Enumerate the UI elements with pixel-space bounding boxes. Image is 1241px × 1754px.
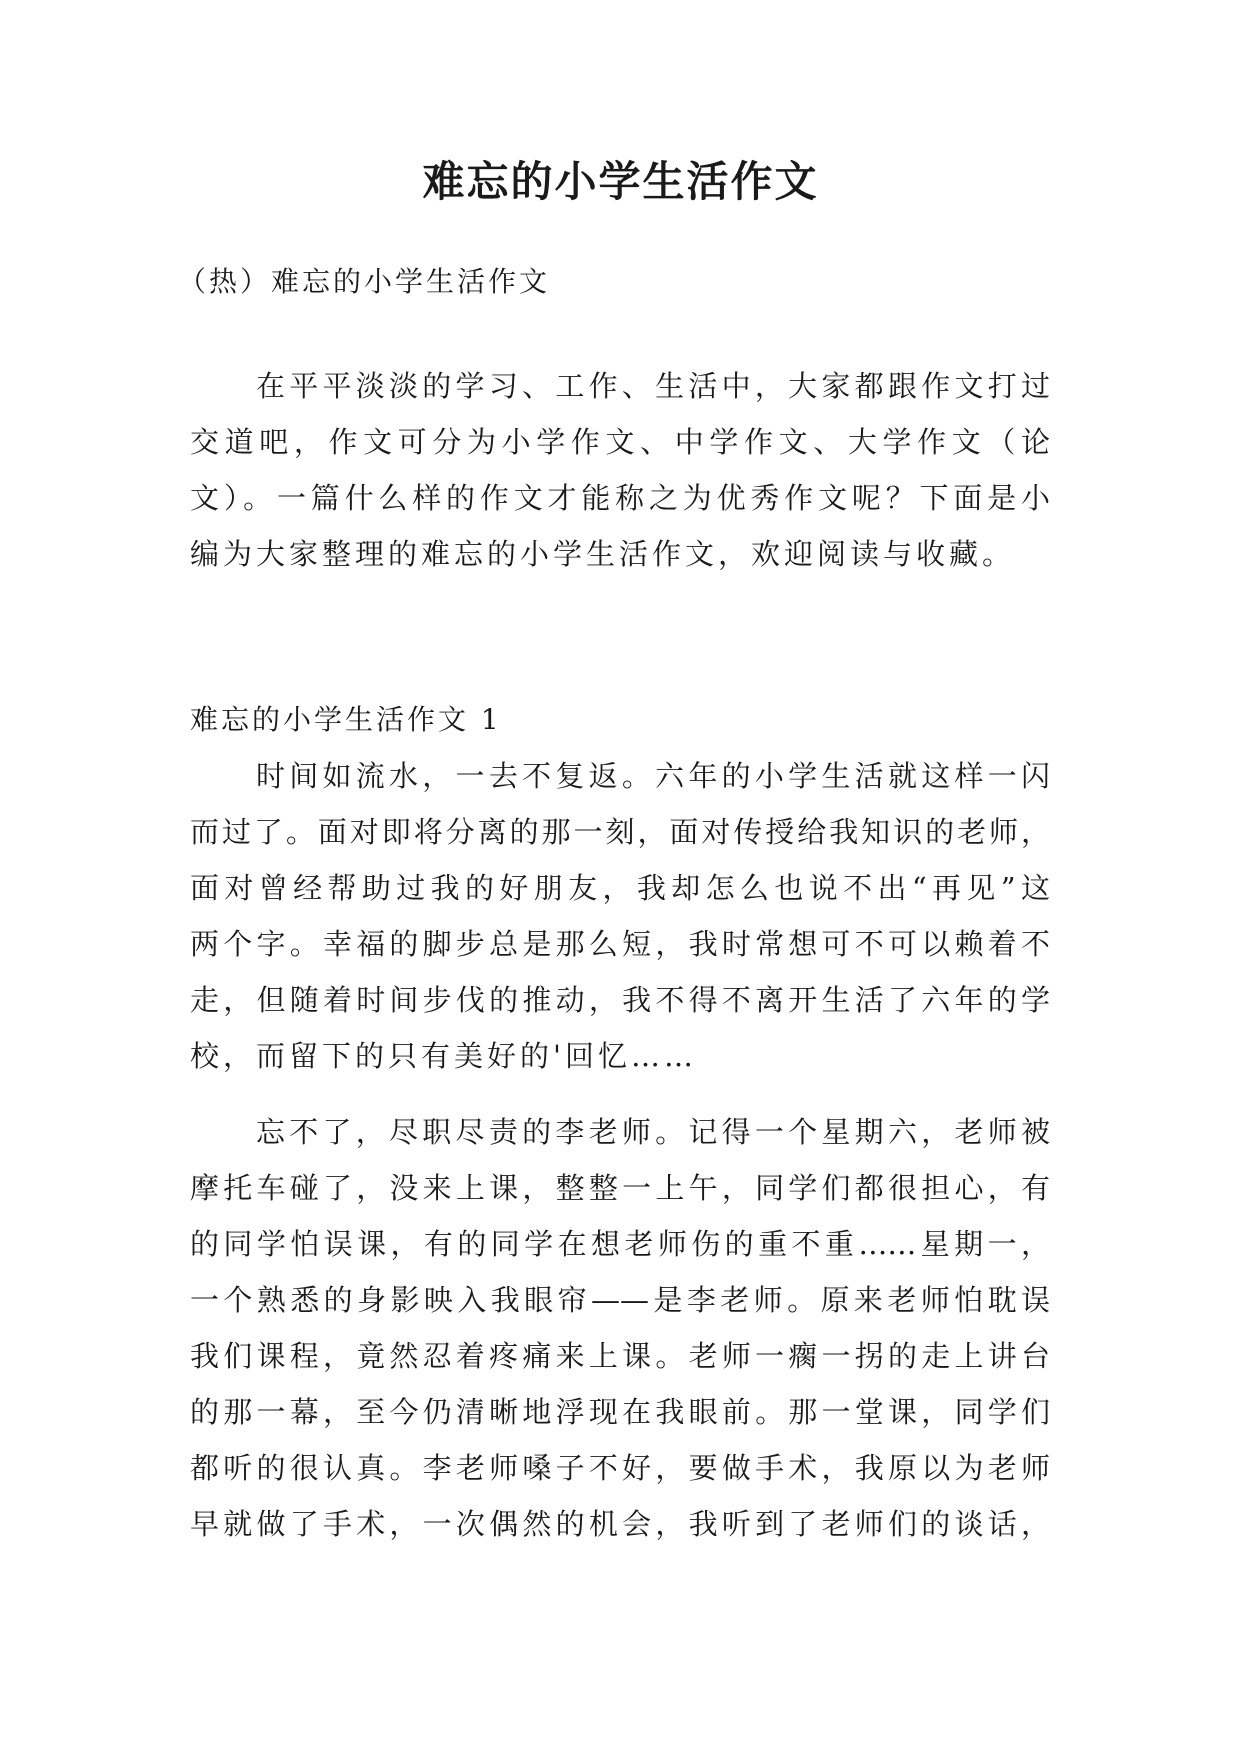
paragraph-line: 的同学怕误课，有的同学在想老师伤的重不重……星期一， <box>190 1227 1050 1261</box>
intro-line: 文）。一篇什么样的作文才能称之为优秀作文呢？下面是小 <box>190 481 1050 515</box>
paragraph-line: 早就做了手术，一次偶然的机会，我听到了老师们的谈话， <box>190 1507 1050 1541</box>
paragraph-line: 面对曾经帮助过我的好朋友，我却怎么也说不出“再见”这 <box>190 871 1050 905</box>
intro-line: 编为大家整理的难忘的小学生活作文，欢迎阅读与收藏。 <box>190 537 1016 571</box>
paragraph-line: 校，而留下的只有美好的'回忆…… <box>190 1039 697 1073</box>
paragraph-line: 两个字。幸福的脚步总是那么短，我时常想可不可以赖着不 <box>190 927 1050 961</box>
paragraph-line: 时间如流水，一去不复返。六年的小学生活就这样一闪 <box>256 759 1050 793</box>
intro-line: 交道吧，作文可分为小学作文、中学作文、大学作文（论 <box>190 425 1050 459</box>
paragraph-line: 都听的很认真。李老师嗓子不好，要做手术，我原以为老师 <box>190 1451 1050 1485</box>
document-title: 难忘的小学生活作文 <box>422 157 819 206</box>
paragraph-line: 一个熟悉的身影映入我眼帘——是李老师。原来老师怕耽误 <box>190 1283 1050 1317</box>
paragraph-line: 的那一幕，至今仍清晰地浮现在我眼前。那一堂课，同学们 <box>190 1395 1050 1429</box>
paragraph-line: 忘不了，尽职尽责的李老师。记得一个星期六，老师被 <box>256 1115 1050 1149</box>
document-subtitle: （热）难忘的小学生活作文 <box>178 265 551 298</box>
paragraph-line: 摩托车碰了，没来上课，整整一上午，同学们都很担心，有 <box>190 1171 1050 1205</box>
paragraph-line: 走，但随着时间步伐的推动，我不得不离开生活了六年的学 <box>190 983 1050 1017</box>
paragraph-line: 而过了。面对即将分离的那一刻，面对传授给我知识的老师， <box>190 815 1050 849</box>
paragraph-line: 我们课程，竟然忍着疼痛来上课。老师一瘸一拐的走上讲台 <box>190 1339 1050 1373</box>
intro-line: 在平平淡淡的学习、工作、生活中，大家都跟作文打过 <box>256 369 1050 403</box>
section-heading: 难忘的小学生活作文 1 <box>190 703 502 736</box>
